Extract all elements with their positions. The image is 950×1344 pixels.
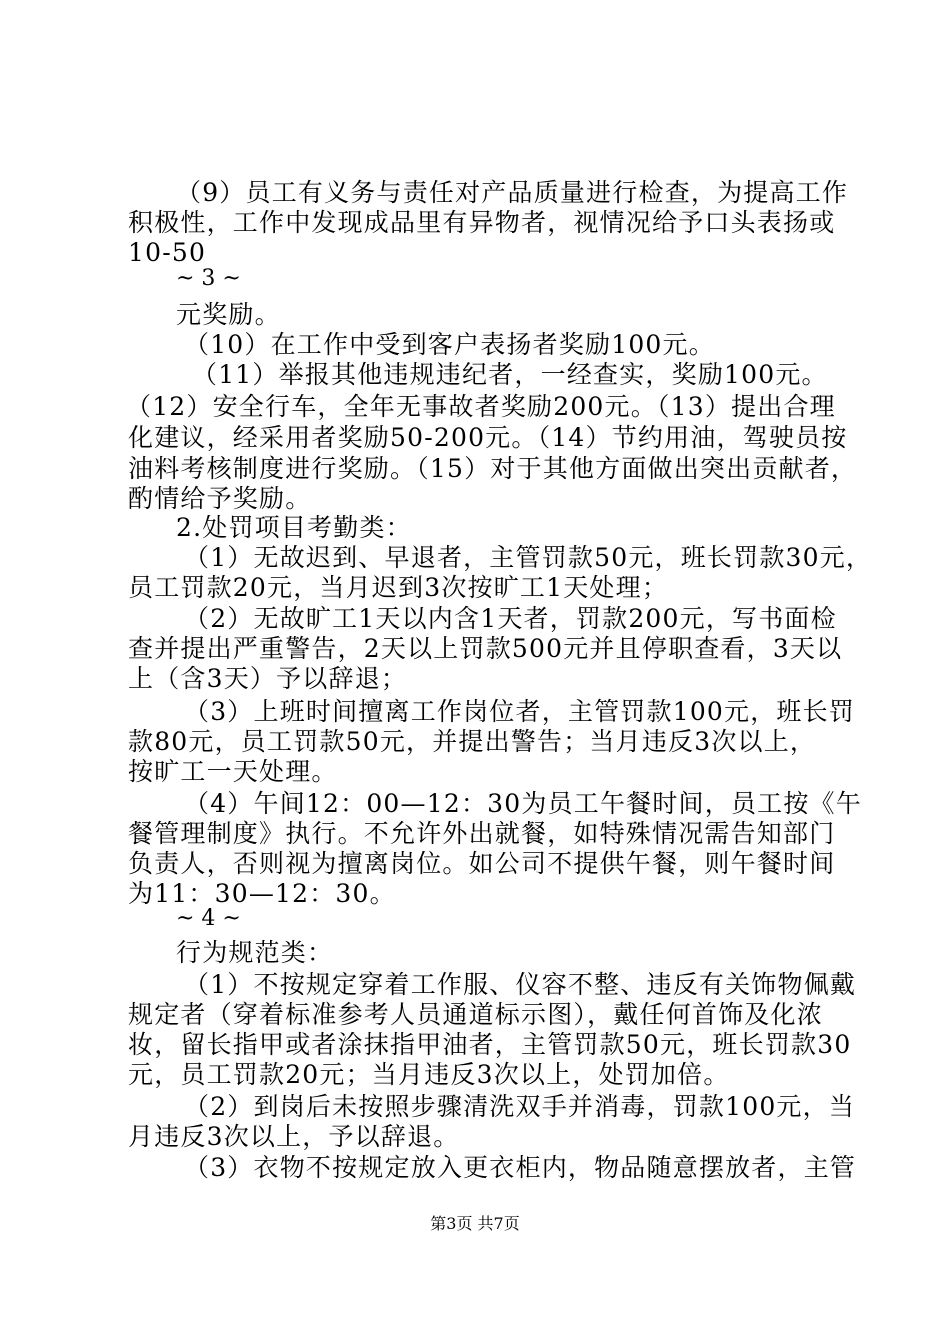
body-line: （11）举报其他违规违纪者，一经查实，奖励100元。	[192, 360, 828, 389]
body-line: 为11：30—12：30。	[128, 879, 396, 908]
body-line: 上（含3天）予以辞退；	[128, 664, 408, 693]
body-line: 化建议，经采用者奖励50-200元。（14）节约用油，驾驶员按	[128, 423, 848, 452]
body-line: 10-50	[128, 238, 207, 267]
body-line: 按旷工一天处理。	[128, 757, 338, 786]
body-line: （10）在工作中受到客户表扬者奖励100元。	[184, 330, 715, 359]
body-line: （1）不按规定穿着工作服、仪容不整、违反有关饰物佩戴	[184, 970, 857, 999]
body-line: 查并提出严重警告，2天以上罚款500元并且停职查看，3天以	[128, 634, 843, 663]
body-line: 款80元，员工罚款50元，并提出警告；当月违反3次以上，	[128, 727, 817, 756]
body-line: 酌情给予奖励。	[128, 484, 312, 513]
body-line: 积极性，工作中发现成品里有异物者，视情况给予口头表扬或	[128, 208, 836, 237]
body-line: （2）到岗后未按照步骤清洗双手并消毒，罚款100元，当	[184, 1092, 856, 1121]
body-line: 妆，留长指甲或者涂抹指甲油者，主管罚款50元，班长罚款30	[128, 1030, 852, 1059]
body-line: （12）安全行车，全年无事故者奖励200元。（13）提出合理	[126, 392, 836, 421]
body-line: （3）衣物不按规定放入更衣柜内，物品随意摆放者，主管	[184, 1153, 857, 1182]
body-line: （1）无故迟到、早退者，主管罚款50元，班长罚款30元，	[184, 543, 873, 572]
page-footer: 第3页 共7页	[430, 1214, 520, 1233]
page-marker: ~ 3 ~	[176, 266, 241, 291]
body-line: 月违反3次以上，予以辞退。	[128, 1122, 460, 1151]
body-line: 元奖励。	[176, 300, 281, 329]
body-line: 员工罚款20元，当月迟到3次按旷工1天处理；	[128, 573, 669, 602]
body-line: （9）员工有义务与责任对产品质量进行检查，为提高工作	[176, 178, 849, 207]
body-line: （4）午间12：00—12：30为员工午餐时间，员工按《午	[184, 789, 862, 818]
page-marker: ~ 4 ~	[176, 906, 241, 931]
body-line: 元，员工罚款20元；当月违反3次以上，处罚加倍。	[128, 1060, 730, 1089]
body-line: （3）上班时间擅离工作岗位者，主管罚款100元，班长罚	[184, 697, 856, 726]
body-line: 油料考核制度进行奖励。（15）对于其他方面做出突出贡献者，	[128, 454, 858, 483]
body-line: （2）无故旷工1天以内含1天者，罚款200元，写书面检	[184, 604, 837, 633]
section-heading: 行为规范类：	[176, 938, 334, 967]
body-line: 规定者（穿着标准参考人员通道标示图），戴任何首饰及化浓	[128, 1000, 823, 1029]
body-line: 负责人，否则视为擅离岗位。如公司不提供午餐，则午餐时间	[128, 849, 836, 878]
body-line: 餐管理制度》执行。不允许外出就餐，如特殊情况需告知部门	[128, 819, 836, 848]
section-heading: 2.处罚项目考勤类：	[176, 513, 412, 542]
